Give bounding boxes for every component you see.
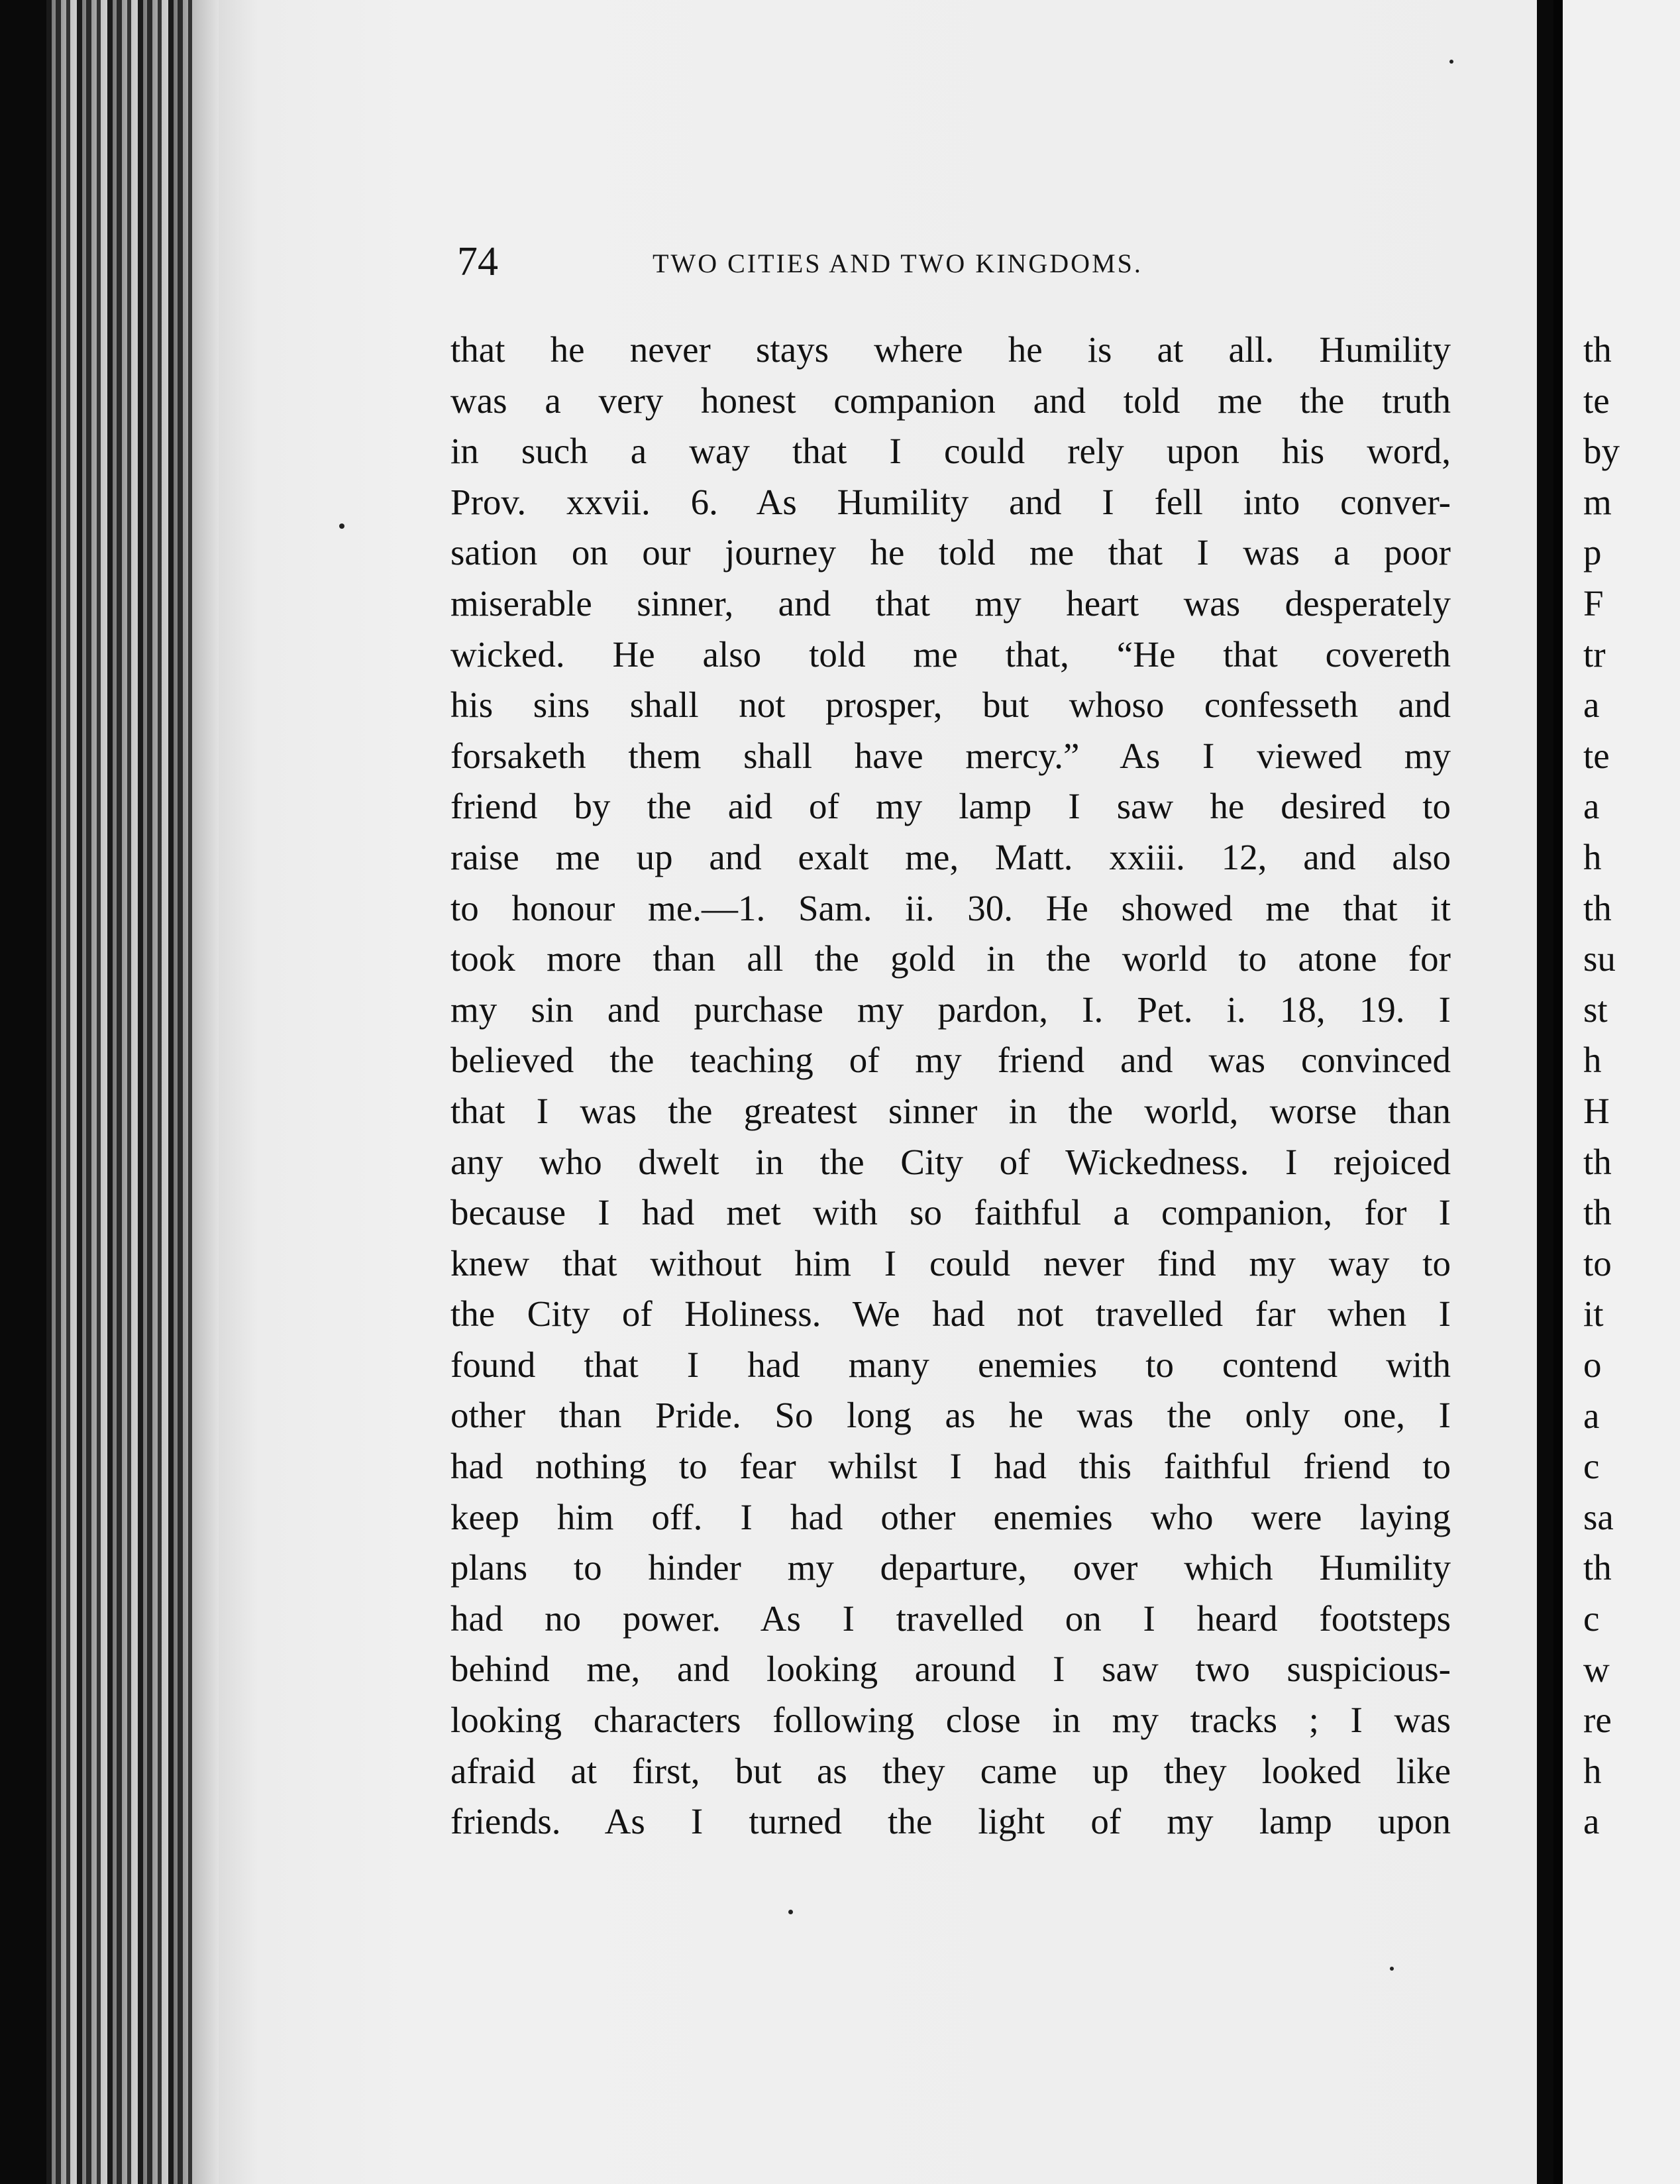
facing-page-fragment: m	[1583, 481, 1612, 522]
text-line: looking characters following close in my tracks ; I was	[450, 1700, 1451, 1741]
facing-page-fragment: h	[1583, 1040, 1602, 1081]
text-line: raise me up and exalt me, Matt. xxiii. 12, and also	[450, 836, 1451, 877]
text-line: had no power. As I travelled on I heard footsteps	[450, 1598, 1451, 1639]
text-line: had nothing to fear whilst I had this faithful friend to	[450, 1446, 1451, 1487]
book-page-edges	[46, 0, 219, 2184]
facing-page-fragment: te	[1583, 735, 1610, 776]
facing-page-fragment: a	[1583, 1801, 1600, 1842]
text-line: because I had met with so faithful a companion, for I	[450, 1192, 1451, 1233]
facing-page-fragment: re	[1583, 1700, 1612, 1741]
text-line: friend by the aid of my lamp I saw he desired to	[450, 786, 1451, 827]
text-line: sation on our journey he told me that I was a poor	[450, 532, 1451, 573]
text-line: to honour me.—1. Sam. ii. 30. He showed me that it	[450, 887, 1451, 928]
text-line: the City of Holiness. We had not travelled far when I	[450, 1293, 1451, 1335]
text-line: keep him off. I had other enemies who were laying	[450, 1496, 1451, 1537]
page-number: 74	[457, 239, 498, 284]
facing-page-fragment: th	[1583, 1141, 1612, 1182]
facing-page-fragment: it	[1583, 1293, 1604, 1335]
facing-page-fragment: to	[1583, 1242, 1612, 1283]
body-text	[450, 325, 1451, 1847]
text-line: found that I had many enemies to contend with	[450, 1344, 1451, 1385]
print-speck	[788, 1910, 793, 1914]
running-head: TWO CITIES AND TWO KINGDOMS.	[653, 248, 1143, 278]
facing-page-fragment: st	[1583, 989, 1608, 1030]
print-speck	[1390, 1967, 1394, 1971]
facing-page-fragment: a	[1583, 1395, 1600, 1436]
facing-page-fragment: c	[1583, 1446, 1600, 1487]
facing-page-fragment: sa	[1583, 1496, 1614, 1537]
facing-page-fragment: a	[1583, 684, 1600, 726]
text-line: other than Pride. So long as he was the only one, I	[450, 1395, 1451, 1436]
text-line: behind me, and looking around I saw two suspicious-	[450, 1649, 1451, 1690]
facing-page-fragment: a	[1583, 786, 1600, 827]
text-line: that I was the greatest sinner in the world, worse than	[450, 1090, 1451, 1131]
facing-page-fragment: th	[1583, 1547, 1612, 1588]
text-line: forsaketh them shall have mercy.” As I viewed my	[450, 735, 1451, 776]
print-speck	[339, 523, 344, 529]
text-line: plans to hinder my departure, over which Humility	[450, 1547, 1451, 1588]
facing-page-fragment: p	[1583, 532, 1602, 573]
text-line: any who dwelt in the City of Wickedness. I rejoiced	[450, 1141, 1451, 1182]
text-line last: friends. As I turned the light of my lamp upon	[450, 1801, 1451, 1842]
text-line: was a very honest companion and told me the truth	[450, 380, 1451, 421]
text-line: wicked. He also told me that, “He that covereth	[450, 633, 1451, 675]
facing-page-fragment: su	[1583, 938, 1616, 979]
facing-page-fragment: tr	[1583, 633, 1606, 675]
text-line: my sin and purchase my pardon, I. Pet. i. 18, 19. I	[450, 989, 1451, 1030]
facing-page-fragment: o	[1583, 1344, 1602, 1385]
page-header	[457, 239, 1272, 285]
text-line: Prov. xxvii. 6. As Humility and I fell into conver-	[450, 481, 1451, 522]
facing-page-fragment: h	[1583, 837, 1602, 877]
text-line: believed the teaching of my friend and was convinced	[450, 1040, 1451, 1081]
text-line: in such a way that I could rely upon his word,	[450, 431, 1451, 472]
facing-page-fragment: by	[1583, 431, 1620, 472]
facing-page-fragment: H	[1583, 1091, 1610, 1131]
text-line: his sins shall not prosper, but whoso confesseth and	[450, 684, 1451, 726]
facing-page-edge	[1553, 0, 1680, 2184]
facing-page-fragment: w	[1583, 1649, 1610, 1690]
text-line: afraid at first, but as they came up they looked like	[450, 1750, 1451, 1791]
print-speck	[1449, 60, 1453, 64]
facing-page-fragment: th	[1583, 329, 1612, 370]
facing-page-fragment: te	[1583, 380, 1610, 421]
facing-page-fragment: F	[1583, 583, 1604, 624]
text-line: took more than all the gold in the world to atone for	[450, 938, 1451, 979]
facing-page-fragment: c	[1583, 1598, 1600, 1639]
facing-page-fragment: h	[1583, 1750, 1602, 1791]
facing-page-fragment: th	[1583, 1192, 1612, 1233]
facing-page-fragment: th	[1583, 887, 1612, 928]
text-line: that he never stays where he is at all. Humility	[450, 329, 1451, 370]
text-line: knew that without him I could never find my way to	[450, 1242, 1451, 1283]
text-line: miserable sinner, and that my heart was desperately	[450, 582, 1451, 624]
